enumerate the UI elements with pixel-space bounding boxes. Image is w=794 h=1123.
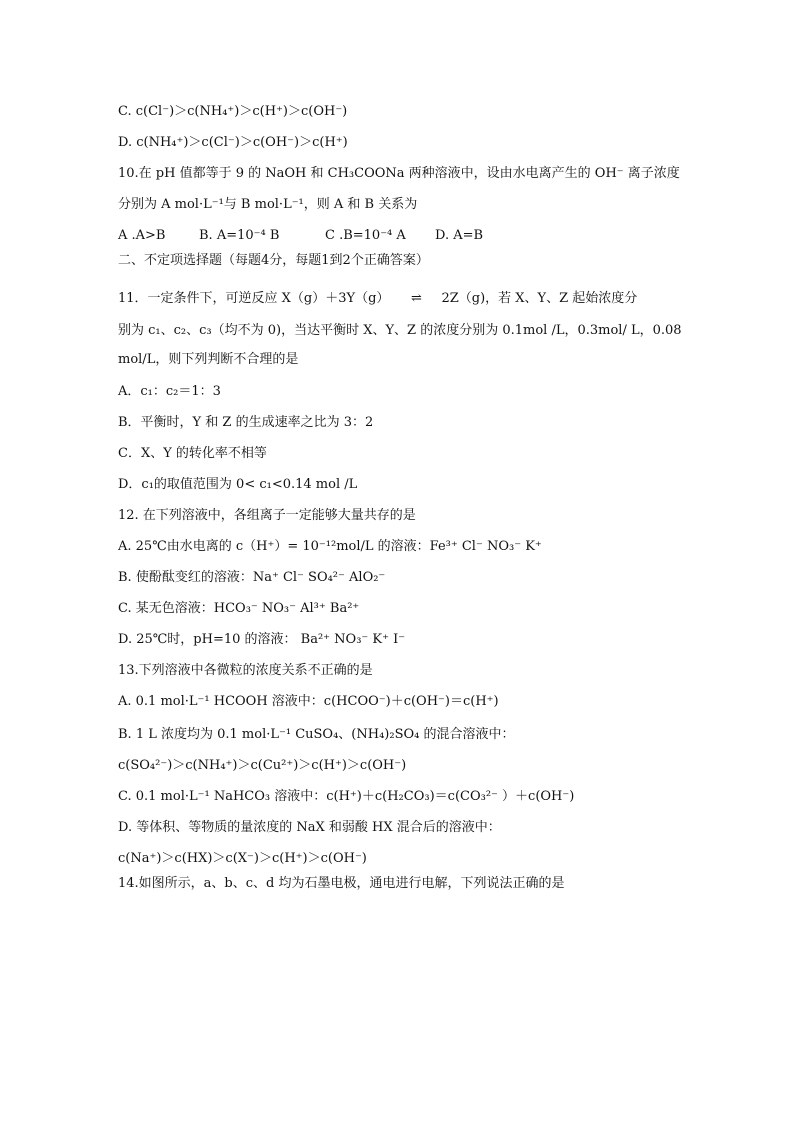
q11-stem-line-1b: 2Z（g)，若 X、Y、Z 起始浓度分 [441, 291, 638, 306]
q13-option-a: A. 0.1 mol·L⁻¹ HCOOH 溶液中：c(HCOO⁻)＋c(OH⁻)＝c(H⁺) [118, 694, 499, 709]
q10-option-a: A .A>B [118, 228, 166, 243]
q11-stem-line-3: mol/L，则下列判断不合理的是 [118, 352, 299, 367]
q13-option-c: C. 0.1 mol·L⁻¹ NaHCO₃ 溶液中：c(H⁺)＋c(H₂CO₃)＝c(CO₃²⁻ ）＋c(OH⁻) [118, 789, 575, 804]
q13-option-b-line-1: B. 1 L 浓度均为 0.1 mol·L⁻¹ CuSO₄、(NH₄)₂SO₄ 的混合溶液中： [118, 727, 515, 742]
q10-option-c: C .B=10⁻⁴ A [325, 228, 406, 243]
q14-stem: 14.如图所示，a、b、c、d 均为石墨电极，通电进行电解，下列说法正确的是 [118, 876, 565, 891]
q13-option-d-line-2: c(Na⁺)＞c(HX)＞c(X⁻)＞c(H⁺)＞c(OH⁻) [118, 851, 367, 866]
q10-stem-line-1: 10.在 pH 值都等于 9 的 NaOH 和 CH₃COONa 两种溶液中，设由水电离产生的 OH⁻ 离子浓度 [118, 166, 680, 181]
q12-option-c: C. 某无色溶液：HCO₃⁻ NO₃⁻ Al³⁺ Ba²⁺ [118, 601, 360, 616]
q11-option-c: C．X、Y 的转化率不相等 [118, 446, 267, 461]
q10-options [118, 228, 483, 244]
q9-option-c: C. c(Cl⁻)＞c(NH₄⁺)＞c(H⁺)＞c(OH⁻) [118, 104, 348, 119]
section-2-title: 二、不定项选择题（每题4分，每题1到2个正确答案） [118, 253, 429, 268]
q12-option-a: A. 25℃由水电离的 c（H⁺）= 10⁻¹²mol/L 的溶液：Fe³⁺ Cl⁻ NO₃⁻ K⁺ [118, 539, 542, 554]
q12-stem: 12. 在下列溶液中，各组离子一定能够大量共存的是 [118, 508, 416, 523]
q10-stem-line-2: 分别为 A mol·L⁻¹与 B mol·L⁻¹，则 A 和 B 关系为 [118, 197, 418, 212]
q12-option-d: D. 25℃时，pH=10 的溶液： Ba²⁺ NO₃⁻ K⁺ I⁻ [118, 632, 406, 647]
q11-stem-line-2: 别为 c₁、c₂、c₃（均不为 0)，当达平衡时 X、Y、Z 的浓度分别为 0.1mol /L，0.3mol/ L，0.08 [118, 323, 682, 338]
q10-option-d: D. A=B [435, 228, 484, 243]
q11-stem-line-1 [118, 291, 637, 307]
q10-option-b: B. A=10⁻⁴ B [199, 228, 280, 243]
q13-option-d-line-1: D. 等体积、等物质的量浓度的 NaX 和弱酸 HX 混合后的溶液中： [118, 820, 501, 835]
q11-option-b: B．平衡时，Y 和 Z 的生成速率之比为 3：2 [118, 415, 374, 430]
q9-option-d: D. c(NH₄⁺)＞c(Cl⁻)＞c(OH⁻)＞c(H⁺) [118, 135, 348, 150]
q13-option-b-line-2: c(SO₄²⁻)＞c(NH₄⁺)＞c(Cu²⁺)＞c(H⁺)＞c(OH⁻) [118, 758, 407, 773]
reversible-arrow-icon: ⇌ [410, 291, 420, 306]
q11-option-d: D．c₁的取值范围为 0< c₁<0.14 mol /L [118, 477, 358, 492]
q11-stem-line-1a: 11．一定条件下，可逆反应 X（g）＋3Y（g） [118, 291, 390, 306]
q11-option-a: A．c₁：c₂＝1：3 [118, 384, 221, 399]
q12-option-b: B. 使酚酞变红的溶液：Na⁺ Cl⁻ SO₄²⁻ AlO₂⁻ [118, 570, 386, 585]
q13-stem: 13.下列溶液中各微粒的浓度关系不正确的是 [118, 663, 373, 678]
